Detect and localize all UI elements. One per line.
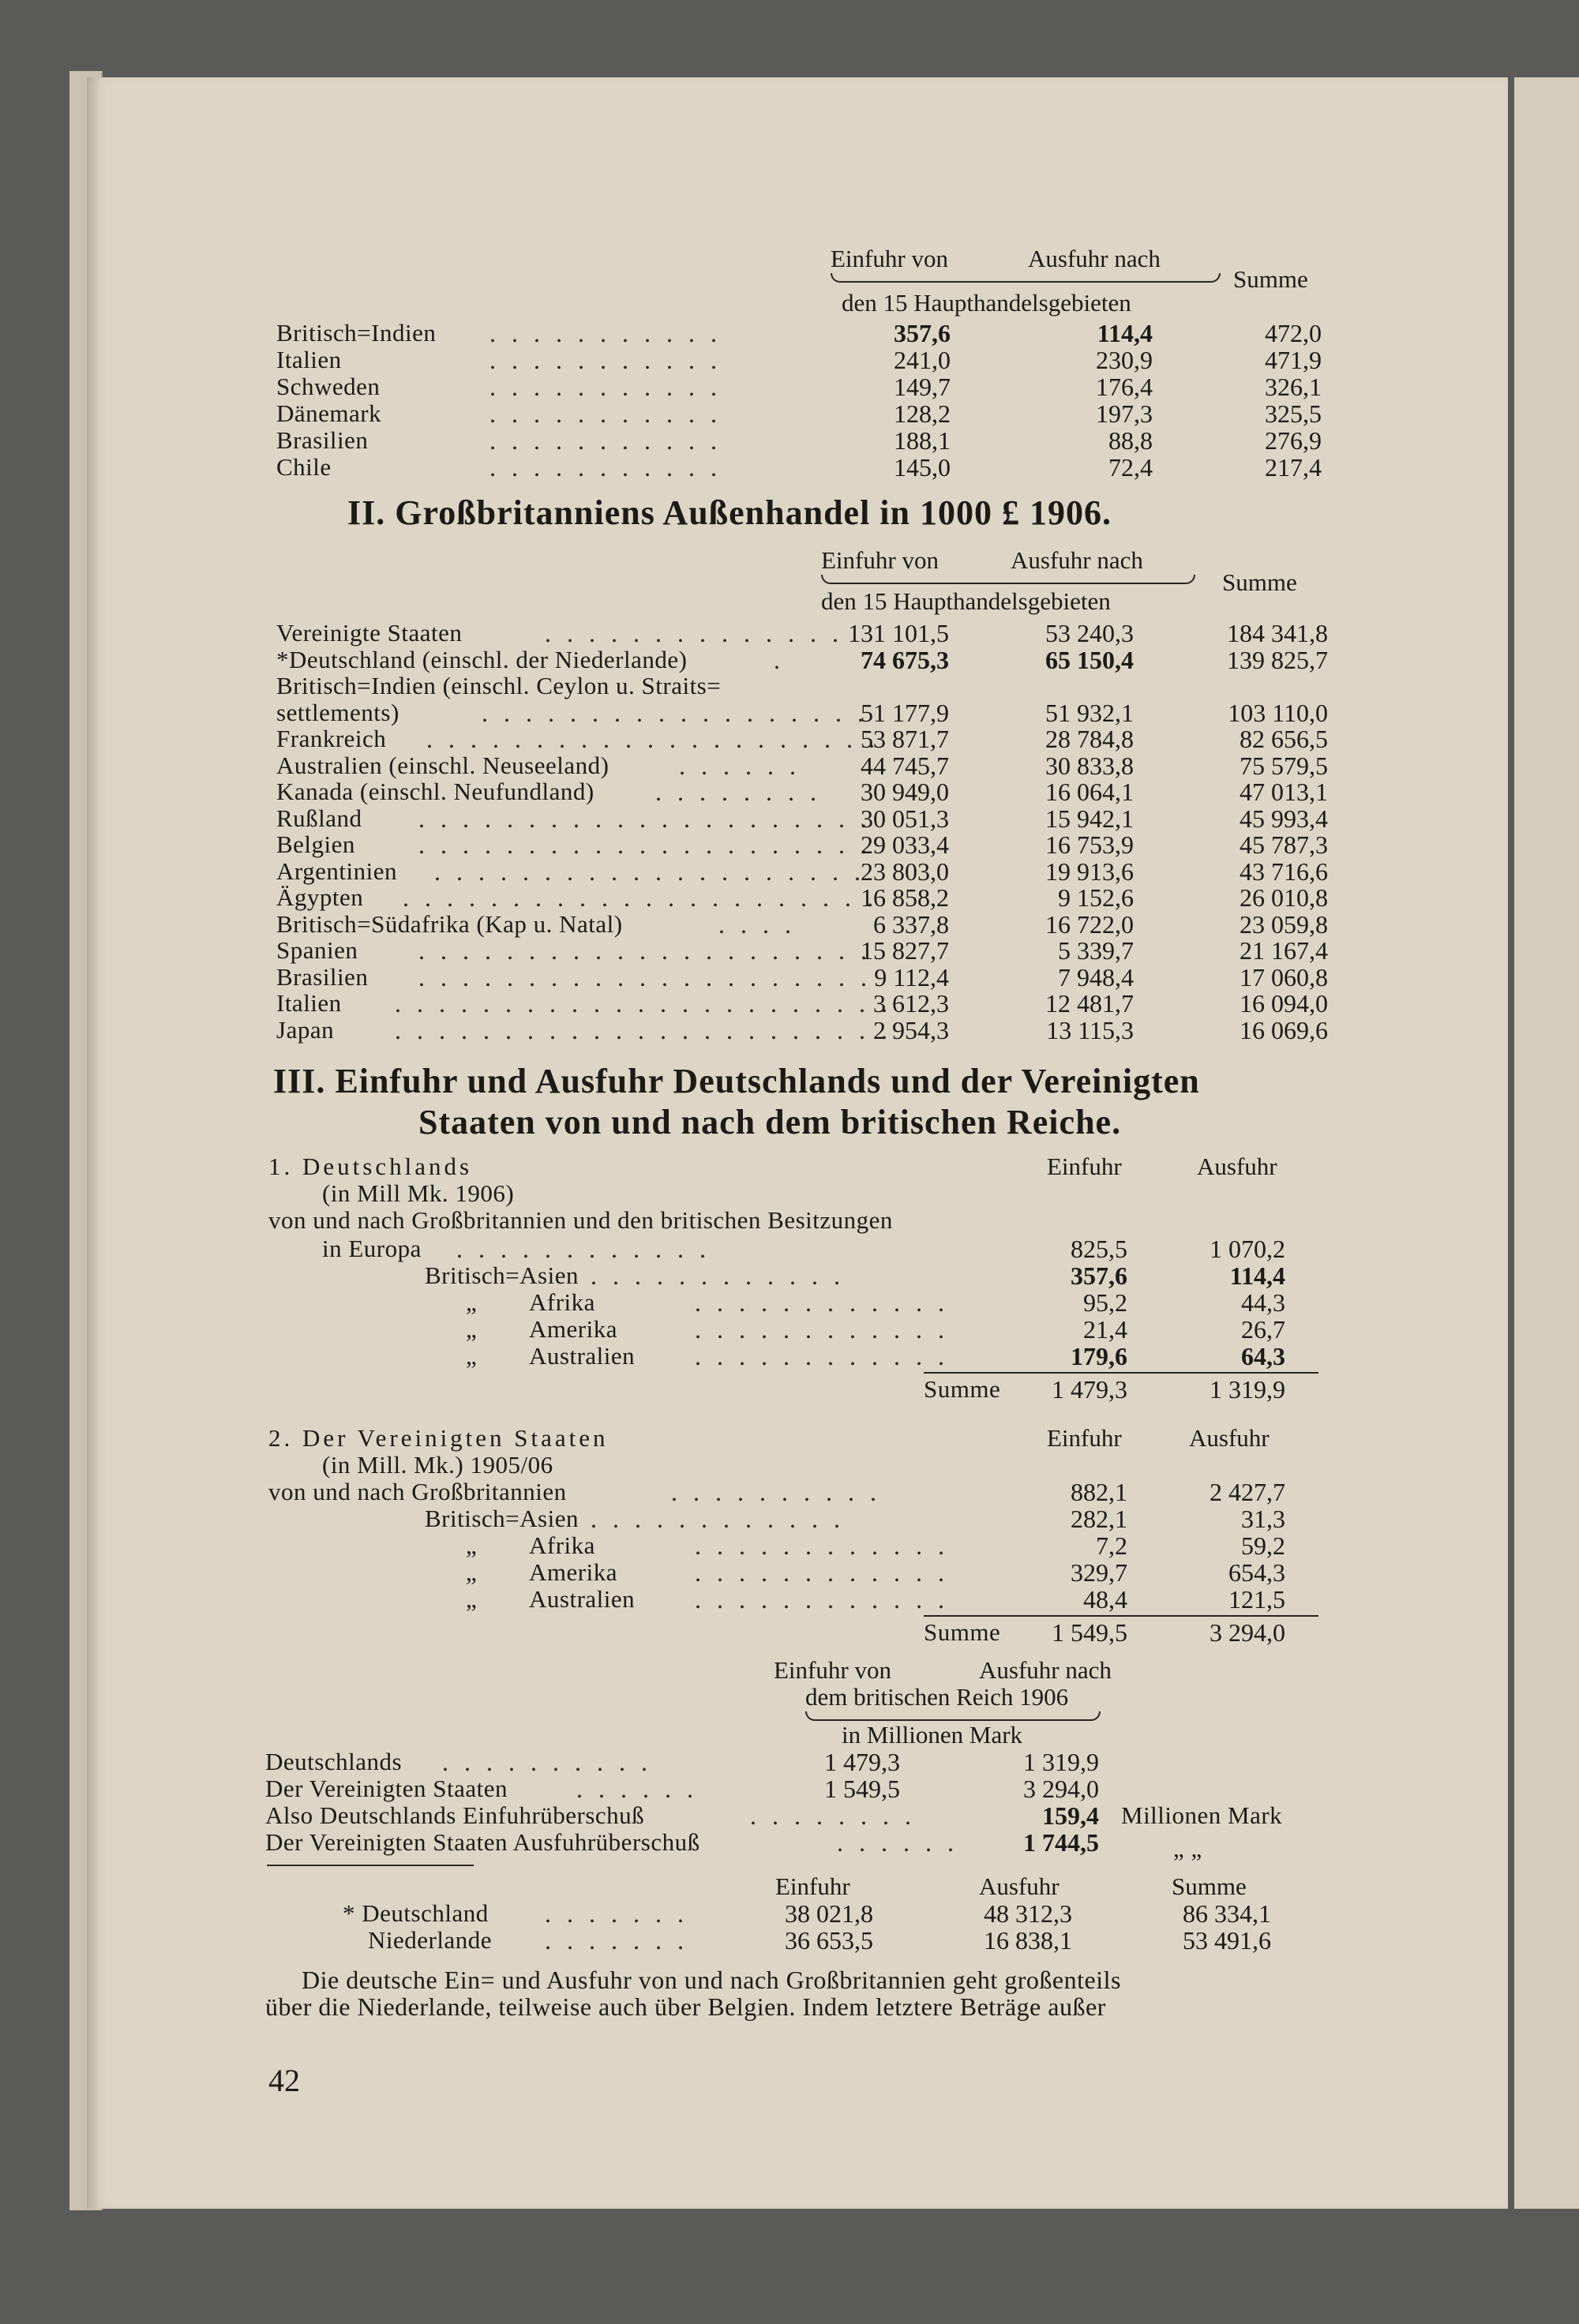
page-number: 42 bbox=[268, 2063, 300, 2098]
t3-us-row-dots: . . . . . . . . . . . . bbox=[695, 1558, 949, 1587]
t2-row-import: 74 675,3 bbox=[861, 645, 949, 674]
t3-surplus2-dots: . . . . . . bbox=[837, 1828, 958, 1857]
t2-row-dots: . . . . . . . . . . . . . . bbox=[545, 619, 843, 647]
t2-row-sum: 21 167,4 bbox=[1240, 936, 1328, 965]
t2-row-dots: . . . . . . bbox=[679, 751, 801, 780]
t1-head-brace bbox=[831, 273, 1221, 283]
t2-row-export: 30 833,8 bbox=[1045, 751, 1134, 780]
t2-row-import: 6 337,8 bbox=[873, 909, 949, 939]
t3-de-row-export: 1 070,2 bbox=[1210, 1235, 1285, 1263]
t3-de-row-label: Amerika bbox=[529, 1315, 617, 1343]
t3-de-row-dots: . . . . . . . . . . . . bbox=[456, 1235, 711, 1263]
t3-us-sum-rule bbox=[924, 1615, 1318, 1617]
t2-row-import: 9 112,4 bbox=[874, 962, 949, 991]
footnote-rule bbox=[267, 1865, 474, 1866]
t2-row-label: settlements) bbox=[276, 698, 399, 726]
t2-row-export: 15 942,1 bbox=[1045, 804, 1134, 833]
t1-row-dots: . . . . . . . . . . . bbox=[489, 373, 722, 401]
t2-row-import: 131 101,5 bbox=[848, 619, 949, 647]
t3-de-row-export: 114,4 bbox=[1229, 1261, 1285, 1290]
t3-de-row-import: 357,6 bbox=[1071, 1261, 1127, 1290]
t2-row-dots: . . . . . . . . . . . . . . . . . . . . . bbox=[426, 725, 880, 753]
t2-row-dots: . . . . . . . . . . . . . . . . . . . . . bbox=[418, 936, 872, 965]
t3-cmp-head-export: Ausfuhr nach bbox=[979, 1656, 1112, 1684]
t1-head-sub: den 15 Haupthandelsgebieten bbox=[842, 289, 1131, 317]
t2-row-import: 3 612,3 bbox=[873, 989, 949, 1018]
footnote-row-export: 16 838,1 bbox=[984, 1926, 1072, 1955]
t3-us-heading: 2. Der Vereinigten Staaten bbox=[268, 1424, 609, 1452]
t2-row-sum: 103 110,0 bbox=[1228, 698, 1328, 727]
t2-row-import: 44 745,7 bbox=[861, 751, 949, 780]
t2-row-label: Japan bbox=[276, 1015, 335, 1044]
t2-row-label: Frankreich bbox=[276, 725, 387, 752]
t1-row-dots: . . . . . . . . . . . bbox=[489, 426, 722, 455]
t2-row-import: 29 033,4 bbox=[861, 830, 949, 859]
closing-line2: über die Niederlande, teilweise auch über Belgien. Indem letztere Beträge außer bbox=[265, 1992, 1106, 2021]
footnote-row-sum: 86 334,1 bbox=[1183, 1899, 1271, 1928]
t2-row-export: 51 932,1 bbox=[1045, 698, 1134, 727]
t3-us-row-export: 59,2 bbox=[1241, 1531, 1285, 1560]
t2-row-label: Italien bbox=[276, 989, 342, 1017]
t1-row-import: 145,0 bbox=[894, 453, 951, 482]
t2-row-label: Rußland bbox=[276, 804, 362, 832]
t2-head-sub: den 15 Haupthandelsgebieten bbox=[821, 587, 1111, 615]
t3-cmp-row-import: 1 479,3 bbox=[824, 1748, 900, 1776]
t1-row-dots: . . . . . . . . . . . bbox=[489, 346, 722, 374]
t3-us-row-label: Amerika bbox=[529, 1558, 617, 1586]
facing-page-edge bbox=[1514, 77, 1579, 2209]
t2-row-export: 13 115,3 bbox=[1046, 1015, 1134, 1044]
t3-cmp-row-label: Deutschlands bbox=[265, 1748, 403, 1775]
t1-row-import: 188,1 bbox=[894, 426, 951, 455]
t3-us-unit: (in Mill. Mk.) 1905/06 bbox=[322, 1451, 553, 1479]
t3-us-sum-label: Summe bbox=[924, 1618, 1001, 1646]
t3-us-row-import: 7,2 bbox=[1096, 1531, 1127, 1560]
t1-row-import: 128,2 bbox=[894, 399, 951, 428]
t3-us-row-dots: . . . . . . . . . . . . bbox=[695, 1531, 949, 1560]
t3-de-intro: von und nach Großbritannien und den britischen Besitzungen bbox=[268, 1206, 893, 1234]
t3-de-row-label: Britisch=Asien bbox=[425, 1261, 579, 1289]
t3-surplus1-label: Also Deutschlands Einfuhrüberschuß bbox=[265, 1801, 645, 1829]
footnote-row-dots: . . . . . . . bbox=[545, 1899, 688, 1928]
t1-row-import: 241,0 bbox=[894, 346, 951, 374]
t2-row-label: Kanada (einschl. Neufundland) bbox=[276, 778, 594, 805]
t3-us-row-export: 654,3 bbox=[1228, 1558, 1285, 1587]
t2-row-export: 12 481,7 bbox=[1045, 989, 1134, 1018]
t2-row-import: 30 949,0 bbox=[861, 778, 949, 806]
t2-row-sum: 47 013,1 bbox=[1240, 778, 1328, 806]
t3-us-row-export: 121,5 bbox=[1228, 1585, 1285, 1614]
t2-row-export: 9 152,6 bbox=[1058, 883, 1134, 912]
t3-surplus2-unit: „ „ bbox=[1173, 1835, 1202, 1862]
t1-row-export: 72,4 bbox=[1108, 453, 1153, 482]
t2-head-brace bbox=[821, 575, 1195, 584]
t2-row-dots: . . . . . . . . . . . . . . . . . . . . . bbox=[418, 804, 872, 833]
t3-de-row-label: in Europa bbox=[322, 1235, 422, 1262]
t3-surplus1-dots: . . . . . . . . bbox=[750, 1801, 916, 1830]
t2-row-sum: 17 060,8 bbox=[1240, 962, 1328, 991]
t3-cmp-row-label: Der Vereinigten Staaten bbox=[265, 1775, 508, 1802]
footnote-row-export: 48 312,3 bbox=[984, 1899, 1072, 1928]
closing-line1: Die deutsche Ein= und Ausfuhr von und nach Großbritannien geht großenteils bbox=[302, 1966, 1121, 1994]
t3-cmp-row-export: 3 294,0 bbox=[1023, 1775, 1099, 1803]
t3-us-row-export: 2 427,7 bbox=[1210, 1478, 1285, 1506]
t3-cmp-head-import: Einfuhr von bbox=[774, 1656, 891, 1684]
t3-us-row-label: Britisch=Asien bbox=[425, 1505, 579, 1532]
t1-head-export: Ausfuhr nach bbox=[1028, 245, 1161, 272]
t2-row-dots: . . . . . . . . bbox=[655, 778, 821, 806]
t2-row-label: Brasilien bbox=[276, 962, 369, 991]
t3-us-row-label: von und nach Großbritannien bbox=[268, 1478, 567, 1505]
footnote-head-export: Ausfuhr bbox=[979, 1872, 1060, 1900]
t2-row-dots: . . . . . . . . . . . . . . . . . . . . bbox=[434, 857, 865, 886]
t2-row-sum: 16 069,6 bbox=[1240, 1015, 1328, 1044]
t3-surplus1-value: 159,4 bbox=[1042, 1801, 1099, 1830]
t1-row-sum: 217,4 bbox=[1265, 453, 1322, 482]
t2-row-dots: . bbox=[774, 645, 785, 674]
t3-de-row-label: Afrika bbox=[529, 1288, 595, 1316]
t1-row-sum: 276,9 bbox=[1265, 426, 1322, 455]
t3-cmp-row-import: 1 549,5 bbox=[824, 1775, 900, 1803]
t2-row-export: 16 722,0 bbox=[1045, 909, 1134, 939]
t2-row-sum: 45 787,3 bbox=[1240, 830, 1328, 859]
t2-head-sum: Summe bbox=[1222, 568, 1297, 596]
t2-head-export: Ausfuhr nach bbox=[1011, 546, 1143, 574]
t2-row-sum: 184 341,8 bbox=[1227, 619, 1328, 647]
t2-row-import: 53 871,7 bbox=[861, 725, 949, 753]
t2-row-export: 19 913,6 bbox=[1045, 857, 1134, 886]
t1-row-dots: . . . . . . . . . . . bbox=[489, 319, 722, 347]
t1-row-dots: . . . . . . . . . . . bbox=[489, 399, 722, 428]
t2-row-export: 16 064,1 bbox=[1045, 778, 1134, 806]
t1-head-import: Einfuhr von bbox=[831, 245, 948, 272]
t1-row-sum: 325,5 bbox=[1265, 399, 1322, 428]
t3-de-row-import: 21,4 bbox=[1083, 1315, 1127, 1344]
t3-de-row-import: 825,5 bbox=[1071, 1235, 1127, 1263]
t3-cmp-head-unit: in Millionen Mark bbox=[842, 1721, 1023, 1749]
t3-de-row-ditto: „ bbox=[466, 1288, 478, 1316]
footnote-row-dots: . . . . . . . bbox=[545, 1926, 688, 1955]
t3-us-head-import: Einfuhr bbox=[1047, 1424, 1122, 1452]
t3-us-row-import: 48,4 bbox=[1083, 1585, 1127, 1614]
t3-de-head-export: Ausfuhr bbox=[1197, 1153, 1277, 1180]
t3-surplus2-label: Der Vereinigten Staaten Ausfuhrüberschuß bbox=[265, 1828, 700, 1856]
t2-title: II. Großbritanniens Außenhandel in 1000 £ 1906. bbox=[347, 493, 1112, 532]
t3-cmp-row-dots: . . . . . . . . . . bbox=[442, 1748, 652, 1776]
t3-us-row-label: Australien bbox=[529, 1585, 636, 1613]
t3-title-line1: III. Einfuhr und Ausfuhr Deutschlands und der Vereinigten bbox=[273, 1062, 1200, 1100]
t3-de-heading: 1. Deutschlands bbox=[268, 1153, 473, 1180]
t2-row-dots: . . . . . . . . . . . . . . . . . . bbox=[482, 698, 868, 727]
t2-row-import: 30 051,3 bbox=[861, 804, 949, 833]
t3-us-row-ditto: „ bbox=[466, 1531, 478, 1559]
t1-row-export: 114,4 bbox=[1097, 319, 1153, 347]
t1-row-export: 197,3 bbox=[1096, 399, 1153, 428]
t1-row-export: 176,4 bbox=[1096, 373, 1153, 401]
t3-de-row-export: 44,3 bbox=[1241, 1288, 1285, 1317]
t3-us-row-ditto: „ bbox=[466, 1558, 478, 1586]
t3-us-row-import: 882,1 bbox=[1071, 1478, 1127, 1506]
t3-de-row-dots: . . . . . . . . . . . . bbox=[695, 1342, 949, 1370]
footnote-row-sum: 53 491,6 bbox=[1183, 1926, 1271, 1955]
t3-de-row-dots: . . . . . . . . . . . . bbox=[591, 1261, 845, 1290]
t3-us-row-import: 282,1 bbox=[1071, 1505, 1127, 1533]
footnote-row-label: Niederlande bbox=[368, 1926, 492, 1954]
t3-de-sum-rule bbox=[924, 1372, 1318, 1374]
t2-row-sum: 23 059,8 bbox=[1240, 909, 1328, 939]
t3-de-row-label: Australien bbox=[529, 1342, 636, 1370]
t2-row-label: *Deutschland (einschl. der Niederlande) bbox=[276, 645, 688, 673]
t3-cmp-head-brace bbox=[805, 1711, 1101, 1721]
t2-row-label: Britisch=Indien (einschl. Ceylon u. Straits= bbox=[276, 672, 722, 699]
t1-row-export: 230,9 bbox=[1096, 346, 1153, 374]
t3-de-row-import: 95,2 bbox=[1083, 1288, 1127, 1317]
t3-de-row-import: 179,6 bbox=[1071, 1342, 1127, 1370]
t2-row-export: 5 339,7 bbox=[1058, 936, 1134, 965]
t2-row-label: Spanien bbox=[276, 936, 358, 964]
t3-de-row-ditto: „ bbox=[466, 1315, 478, 1343]
t2-row-import: 51 177,9 bbox=[861, 698, 949, 727]
t3-us-row-export: 31,3 bbox=[1241, 1505, 1285, 1533]
t1-row-export: 88,8 bbox=[1108, 426, 1153, 455]
footnote-row-label: * Deutschland bbox=[343, 1899, 489, 1927]
t1-row-label: Schweden bbox=[276, 373, 381, 400]
t1-row-label: Dänemark bbox=[276, 399, 382, 427]
t3-us-row-ditto: „ bbox=[466, 1585, 478, 1613]
t2-row-export: 16 753,9 bbox=[1045, 830, 1134, 859]
t3-de-row-ditto: „ bbox=[466, 1342, 478, 1370]
t1-row-import: 357,6 bbox=[894, 319, 951, 347]
t2-row-import: 16 858,2 bbox=[861, 883, 949, 912]
t3-surplus2-value: 1 744,5 bbox=[1023, 1828, 1099, 1857]
t2-row-import: 2 954,3 bbox=[873, 1015, 949, 1044]
t2-row-sum: 82 656,5 bbox=[1240, 725, 1328, 753]
t2-row-label: Britisch=Südafrika (Kap u. Natal) bbox=[276, 909, 623, 938]
t1-row-import: 149,7 bbox=[894, 373, 951, 401]
t2-row-export: 7 948,4 bbox=[1058, 962, 1134, 991]
t3-cmp-row-dots: . . . . . . bbox=[576, 1775, 698, 1803]
t1-row-sum: 472,0 bbox=[1265, 319, 1322, 347]
t1-head-sum: Summe bbox=[1233, 265, 1308, 293]
t2-row-dots: . . . . . . . . . . . . . . . . . . . . . bbox=[418, 830, 872, 859]
t2-row-sum: 16 094,0 bbox=[1240, 989, 1328, 1018]
t3-de-sum-label: Summe bbox=[924, 1375, 1001, 1403]
t3-us-row-import: 329,7 bbox=[1071, 1558, 1127, 1587]
t1-row-label: Italien bbox=[276, 346, 342, 373]
footnote-row-import: 36 653,5 bbox=[785, 1926, 873, 1955]
t2-row-sum: 43 716,6 bbox=[1240, 857, 1328, 886]
t2-row-label: Ägypten bbox=[276, 883, 364, 911]
t1-row-label: Brasilien bbox=[276, 426, 369, 454]
t3-surplus1-unit: Millionen Mark bbox=[1121, 1801, 1283, 1829]
t1-row-dots: . . . . . . . . . . . bbox=[489, 453, 722, 482]
t2-row-sum: 26 010,8 bbox=[1240, 883, 1328, 912]
t3-us-sum-export: 3 294,0 bbox=[1210, 1618, 1285, 1647]
t3-cmp-head-sub: dem britischen Reich 1906 bbox=[805, 1683, 1069, 1711]
t3-de-row-export: 26,7 bbox=[1241, 1315, 1285, 1344]
t3-us-row-dots: . . . . . . . . . . . . bbox=[591, 1505, 845, 1533]
t2-head-import: Einfuhr von bbox=[821, 546, 939, 574]
t3-de-sum-import: 1 479,3 bbox=[1052, 1375, 1127, 1404]
footnote-row-import: 38 021,8 bbox=[785, 1899, 873, 1928]
t3-cmp-row-export: 1 319,9 bbox=[1023, 1748, 1099, 1776]
t2-row-sum: 139 825,7 bbox=[1227, 645, 1328, 674]
t1-row-sum: 326,1 bbox=[1265, 373, 1322, 401]
t1-row-label: Chile bbox=[276, 453, 332, 481]
t2-row-label: Vereinigte Staaten bbox=[276, 619, 463, 647]
footnote-head-import: Einfuhr bbox=[775, 1872, 850, 1900]
t2-row-label: Argentinien bbox=[276, 857, 398, 885]
t3-us-sum-import: 1 549,5 bbox=[1052, 1618, 1127, 1647]
t3-de-row-dots: . . . . . . . . . . . . bbox=[695, 1315, 949, 1344]
t2-row-dots: . . . . bbox=[718, 909, 796, 939]
t3-us-head-export: Ausfuhr bbox=[1189, 1424, 1270, 1452]
footnote-head-sum: Summe bbox=[1172, 1872, 1247, 1900]
t2-row-dots: . . . . . . . . . . . . . . . . . . . . . . . bbox=[395, 1015, 892, 1044]
t2-row-dots: . . . . . . . . . . . . . . . . . . . . . bbox=[418, 962, 872, 991]
t2-row-export: 53 240,3 bbox=[1045, 619, 1134, 647]
t2-row-export: 28 784,8 bbox=[1045, 725, 1134, 753]
t2-row-sum: 45 993,4 bbox=[1240, 804, 1328, 833]
t2-row-export: 65 150,4 bbox=[1045, 645, 1134, 674]
t3-de-unit: (in Mill Mk. 1906) bbox=[322, 1179, 515, 1207]
t3-de-head-import: Einfuhr bbox=[1047, 1153, 1122, 1180]
t3-title-line2: Staaten von und nach dem britischen Reiche. bbox=[418, 1103, 1122, 1141]
t3-de-sum-export: 1 319,9 bbox=[1210, 1375, 1285, 1404]
t2-row-label: Australien (einschl. Neuseeland) bbox=[276, 751, 609, 779]
t1-row-label: Britisch=Indien bbox=[276, 319, 437, 347]
t2-row-label: Belgien bbox=[276, 830, 355, 858]
t2-row-import: 23 803,0 bbox=[861, 857, 949, 886]
t3-de-row-dots: . . . . . . . . . . . . bbox=[695, 1288, 949, 1317]
t2-row-dots: . . . . . . . . . . . . . . . . . . . . . . . bbox=[395, 989, 892, 1018]
t1-row-sum: 471,9 bbox=[1265, 346, 1322, 374]
t3-us-row-dots: . . . . . . . . . . bbox=[671, 1478, 881, 1506]
t3-us-row-dots: . . . . . . . . . . . . bbox=[695, 1585, 949, 1614]
t2-row-dots: . . . . . . . . . . . . . . . . . . . . . . bbox=[403, 883, 878, 912]
t3-us-row-label: Afrika bbox=[529, 1531, 595, 1559]
t2-row-sum: 75 579,5 bbox=[1240, 751, 1328, 780]
t2-row-import: 15 827,7 bbox=[861, 936, 949, 965]
t3-de-row-export: 64,3 bbox=[1241, 1342, 1285, 1370]
